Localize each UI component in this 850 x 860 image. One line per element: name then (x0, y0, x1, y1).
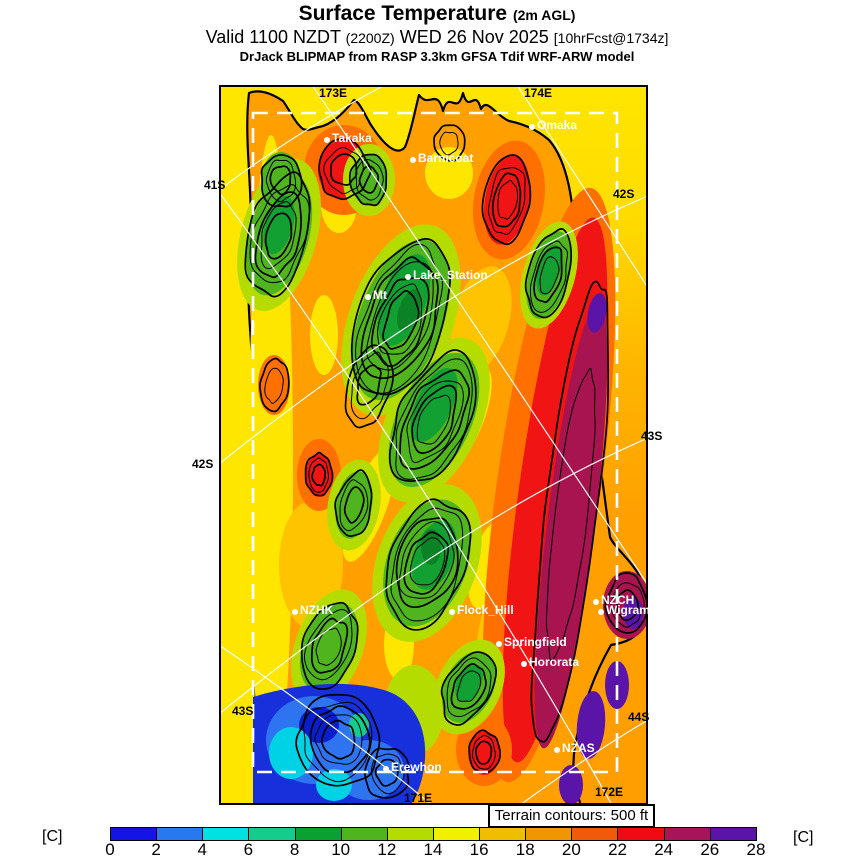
station-dot-icon (292, 609, 298, 615)
colorbar-tick: 8 (289, 840, 300, 859)
station-dot-icon (529, 124, 535, 130)
colorbar-segment (157, 828, 202, 840)
colorbar-tick: 6 (243, 840, 254, 859)
title-suffix: (2m AGL) (512, 7, 576, 23)
colorbar-unit-left: [C] (42, 828, 63, 845)
station-label: Mt (373, 288, 387, 302)
colorbar-tick: 18 (515, 840, 535, 859)
colorbar-tick: 26 (700, 840, 720, 859)
colorbar-tick: 20 (561, 840, 581, 859)
temperature-field (219, 85, 648, 805)
colorbar-segment (249, 828, 294, 840)
grid-label: 43S (232, 704, 254, 718)
station-label: Erewhon (391, 760, 442, 774)
colorbar-segment (434, 828, 479, 840)
colorbar-tick: 2 (151, 840, 161, 859)
colorbar-tick: 28 (746, 840, 766, 859)
station-label: NZCH (601, 593, 635, 607)
station-dot-icon (593, 599, 599, 605)
grid-label: 173E (319, 86, 348, 100)
colorbar-segment (388, 828, 433, 840)
station-dot-icon (324, 137, 330, 143)
station-dot-icon (405, 274, 411, 280)
station-label: Hororata (529, 655, 580, 669)
grid-label: 42S (192, 457, 214, 471)
valid-zulu: (2200Z) (345, 30, 395, 46)
colorbar-segment (296, 828, 341, 840)
grid-label: 43S (641, 429, 663, 443)
colorbar-segment (480, 828, 525, 840)
station-dot-icon (521, 661, 527, 667)
colorbar-unit-right: [C] (793, 829, 814, 846)
colorbar-tick: 10 (331, 840, 351, 859)
colorbar-tick: 14 (423, 840, 443, 859)
grid-label: 41S (204, 178, 226, 192)
colorbar-tick: 12 (377, 840, 397, 859)
page-title (0, 2, 850, 27)
station-dot-icon (449, 609, 455, 615)
colorbar-segment (618, 828, 663, 840)
terrain-contours-note: Terrain contours: 500 ft (488, 804, 655, 828)
station-label: Takaka (332, 131, 372, 145)
valid-time: Valid 1100 NZDT (205, 27, 341, 47)
station-label: Omaka (537, 118, 578, 132)
colorbar-segment (342, 828, 387, 840)
grid-label: 42S (613, 187, 635, 201)
model-line: DrJack BLIPMAP from RASP 3.3km GFSA Tdif WRF-ARW model (239, 49, 635, 64)
station-dot-icon (410, 157, 416, 163)
valid-date: WED 26 Nov 2025 (399, 27, 549, 47)
station-dot-icon (598, 609, 604, 615)
grid-label: 174E (524, 86, 553, 100)
colorbar-tick: 4 (197, 840, 207, 859)
station-label: NZAS (562, 741, 595, 755)
station-label: NZHK (300, 603, 334, 617)
station-dot-icon (383, 766, 389, 772)
valid-line (0, 27, 850, 49)
colorbar-segment (711, 828, 756, 840)
temperature-field-svg (219, 85, 648, 805)
colorbar-segment (665, 828, 710, 840)
colorbar (110, 827, 757, 841)
colorbar-tick: 16 (469, 840, 489, 859)
grid-label: 171E (404, 791, 433, 805)
colorbar-tick: 22 (608, 840, 627, 859)
station-dot-icon (496, 641, 502, 647)
station-dot-icon (554, 747, 560, 753)
colorbar-tick: 24 (654, 840, 674, 859)
station-label: Wigram (606, 603, 650, 617)
grid-label: 44S (628, 710, 650, 724)
title-block (0, 2, 850, 65)
forecast-info: [10hrFcst@1734z] (553, 30, 669, 46)
title-main: Surface Temperature (298, 2, 508, 25)
temperature-map[interactable] (219, 85, 648, 805)
colorbar-segment (572, 828, 617, 840)
grid-label: 172E (595, 785, 624, 799)
colorbar-segment (526, 828, 571, 840)
colorbar-segment (203, 828, 248, 840)
station-label: Springfield (504, 635, 567, 649)
colorbar-segment (111, 828, 156, 840)
colorbar-tick: 0 (105, 840, 115, 859)
station-label: Barnicoat (418, 151, 474, 165)
station-dot-icon (365, 294, 371, 300)
station-label: Lake_Station (413, 268, 488, 282)
station-label: Flock_Hill (457, 603, 514, 617)
